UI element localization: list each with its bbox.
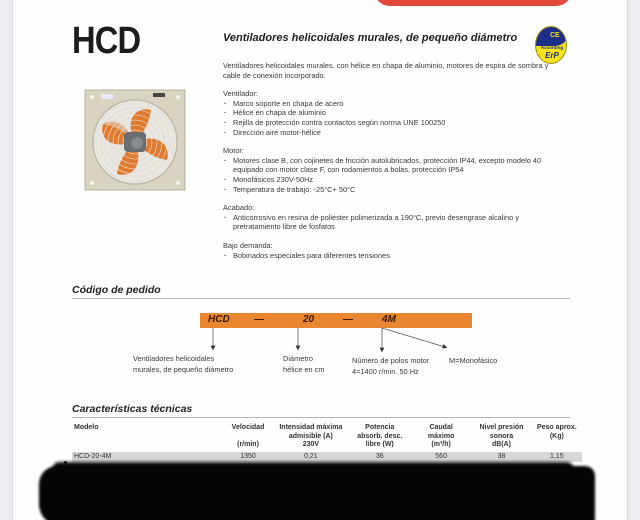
code-segment-series: HCD — [208, 314, 230, 325]
cell-peso: 1,15 — [532, 452, 582, 462]
section-motor-title: Motor: — [223, 146, 244, 156]
specs-title: Características técnicas — [72, 403, 193, 415]
badge-erp-text: ErP — [545, 51, 559, 60]
annotation-poles — [352, 356, 429, 377]
annotation-line: Ventiladores helicoidales — [133, 354, 215, 363]
annotation-line: murales, de pequeño diámetro — [133, 364, 234, 374]
specs-divider — [72, 417, 570, 418]
annotation-line: M=Monofásico — [449, 356, 498, 365]
col-modelo: Modelo — [74, 424, 99, 431]
cell-caudal: 560 — [411, 452, 471, 462]
annotation-monophase — [449, 356, 497, 367]
specs-header-row — [72, 424, 582, 452]
product-brand-title: HCD — [72, 20, 141, 62]
section-ventilador-title: Ventilador: — [223, 89, 258, 99]
list-item: · Anticorrosivo en resina de poliester polimerizada a 190°C, previo desengrase alcalino y pretratamiento libre de fosfatos — [223, 213, 553, 232]
list-item: · Hélice en chapa de aluminio — [223, 108, 553, 118]
code-segment-dash: — — [343, 314, 353, 325]
table-row — [72, 452, 582, 462]
cell-nivel-presion: 38 — [471, 452, 531, 462]
list-item: · Monofásicos 230V-50Hz — [223, 175, 553, 185]
col-nivel-presion: Nivel presión sonora dB(A) — [479, 424, 524, 449]
order-code-title: Código de pedido — [72, 284, 161, 296]
annotation-line: Número de polos motor — [352, 356, 430, 365]
redaction-block — [39, 466, 595, 520]
col-velocidad: Velocidad (r/min) — [231, 424, 265, 449]
catalog-page — [12, 0, 628, 520]
annotation-line: 4=1400 r/min. 50 Hz — [352, 366, 419, 376]
col-peso: Peso aprox. (Kg) — [536, 424, 577, 440]
product-subtitle: Ventiladores helicoidales murales, de pequeño diámetro — [223, 32, 518, 44]
list-item: · Motores clase B, con cojinetes de fricción autolubricados, protección IP44, excepto modelo 40 equipado con motor clase F, con rodamientos a bolas, protección IP54 — [223, 156, 553, 175]
col-intensidad: Intensidad máxima admisible (A) 230V — [279, 424, 343, 449]
code-segment-dash: — — [254, 314, 264, 325]
col-potencia: Potencia absorb. desc. libre (W) — [357, 424, 403, 449]
annotation-diameter — [283, 354, 325, 375]
specs-table — [72, 424, 582, 462]
list-item: · Dirección aire motor-hélice — [223, 128, 553, 138]
badge-according-text: According — [540, 45, 564, 50]
code-segment-diameter: 20 — [303, 314, 315, 325]
list-item: · Temperatura de trabajo: -25°C+ 50°C — [223, 185, 553, 195]
cell-velocidad: 1350 — [223, 452, 273, 462]
col-caudal: Caudal máximo (m³/h) — [427, 424, 455, 449]
section-bajo-demanda-title: Bajo demanda: — [223, 240, 273, 250]
annotation-line: Diámetro — [283, 354, 313, 363]
description-intro: Ventiladores helicoidales murales, con hélice en chapa de aluminio, motores de espira de sombra y cable de conexión incorporado. — [223, 61, 549, 80]
cell-modelo: HCD-20-4M — [72, 452, 223, 462]
list-item: · Rejilla de protección contra contactos según norma UNE 100250 — [223, 118, 553, 128]
cell-intensidad: 0,21 — [273, 452, 348, 462]
cell-potencia: 36 — [349, 452, 411, 462]
list-item: · Bobinados especiales para diferentes tensiones — [223, 251, 553, 261]
annotation-line: hélice en cm — [283, 364, 325, 374]
section-acabado-title: Acabado: — [223, 203, 255, 213]
list-item: · Marco soporte en chapa de acero — [223, 99, 553, 109]
badge-ce-text: CE — [550, 32, 560, 39]
code-segment-poles: 4M — [382, 314, 396, 325]
annotation-series — [133, 354, 233, 375]
